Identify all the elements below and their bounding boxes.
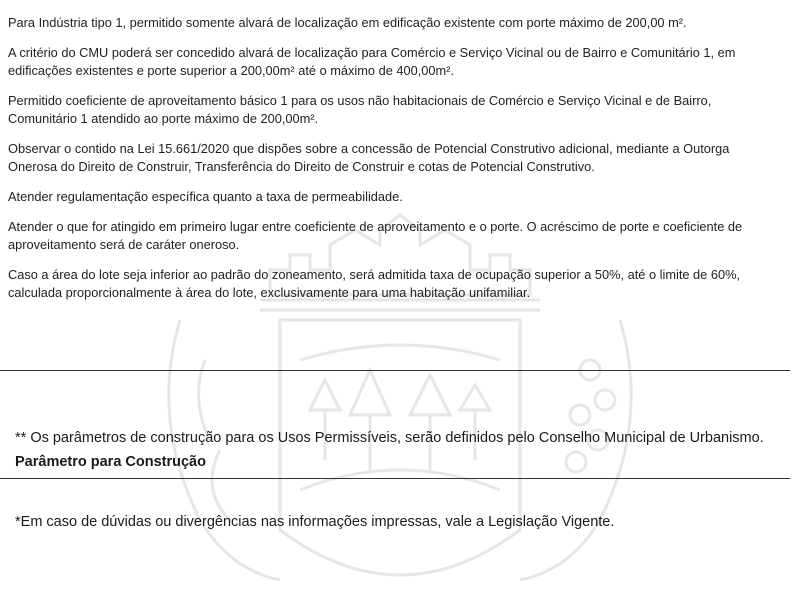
- section-divider: [0, 370, 790, 371]
- note-item: A critério do CMU poderá ser concedido alvará de localização para Comércio e Serviço Vicinal ou de Bairro e Comunitário 1, em edificações existentes e porte superior a 200,00m² até o máximo de 400,00m².: [8, 45, 736, 78]
- note-item: Atender regulamentação específica quanto a taxa de permeabilidade.: [8, 189, 403, 204]
- disclaimer-note: *Em caso de dúvidas ou divergências nas informações impressas, vale a Legislação Vigente.: [15, 514, 615, 530]
- note-item: Permitido coeficiente de aproveitamento básico 1 para os usos não habitacionais de Comércio e Serviço Vicinal e de Bairro, Comunitário 1 atendido ao porte máximo de 200,00m².: [8, 93, 712, 126]
- section-divider: [0, 478, 790, 479]
- note-item: Para Indústria tipo 1, permitido somente alvará de localização em edificação existente com porte máximo de 200,00 m².: [8, 15, 687, 30]
- section-title: Parâmetro para Construção: [15, 454, 206, 470]
- note-item: Observar o contido na Lei 15.661/2020 que dispões sobre a concessão de Potencial Construtivo adicional, mediante a Outorga Onerosa do Direito de Construir, Transferência do Direito de Construir e cotas de Potencial Construtivo.: [8, 141, 730, 174]
- note-item: Atender o que for atingido em primeiro lugar entre coeficiente de aproveitamento e o porte. O acréscimo de porte e coeficiente de aproveitamento será de caráter oneroso.: [8, 219, 743, 252]
- note-item: Caso a área do lote seja inferior ao padrão do zoneamento, será admitida taxa de ocupação superior a 50%, até o limite de 60%, calculada proporcionalmente à área do lote, exclusivamente para uma habitação unifamiliar.: [8, 267, 741, 300]
- permissive-uses-note: ** Os parâmetros de construção para os Usos Permissíveis, serão definidos pelo Conselho Municipal de Urbanismo.: [15, 430, 764, 446]
